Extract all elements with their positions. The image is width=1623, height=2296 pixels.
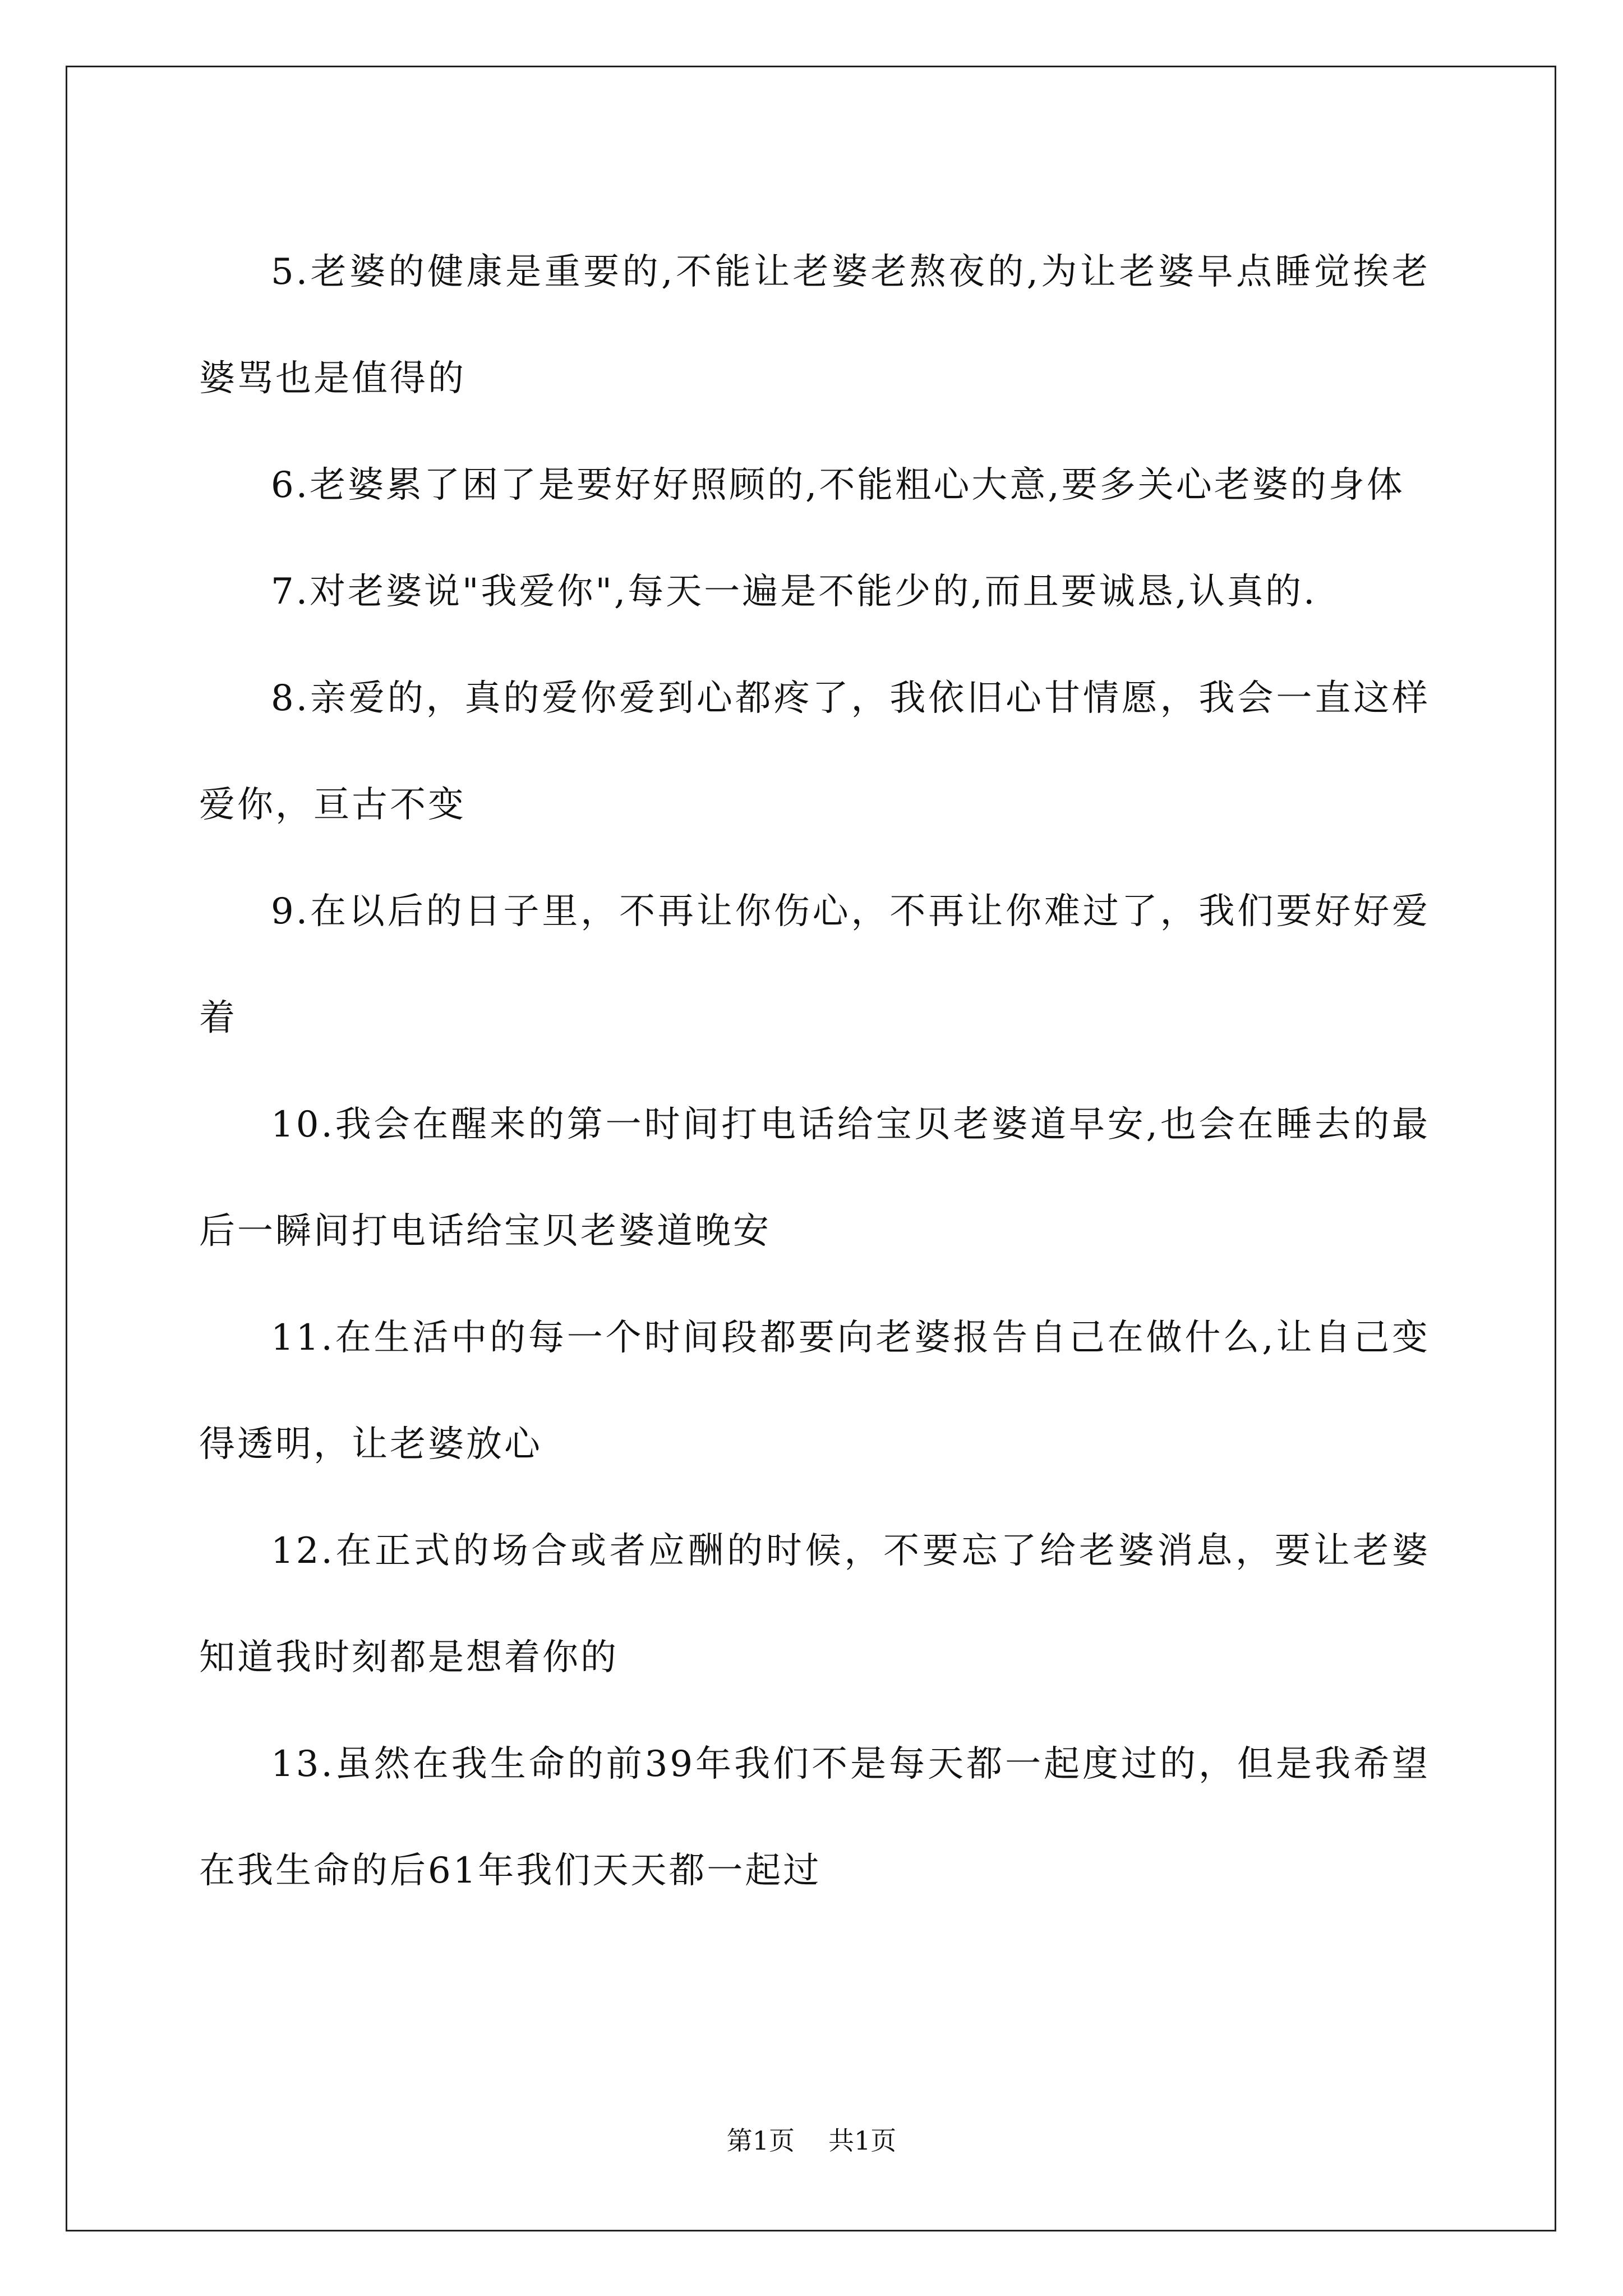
paragraph-9: 9.在以后的日子里，不再让你伤心，不再让你难过了，我们要好好爱着 [199, 891, 1430, 1039]
paragraph-10: 10.我会在醒来的第一时间打电话给宝贝老婆道早安,也会在睡去的最后一瞬间打电话给宝贝老婆道晚安 [199, 1104, 1430, 1252]
paragraph-13: 13.虽然在我生命的前39年我们不是每天都一起度过的，但是我希望在我生命的后61年我们天天都一起过 [199, 1743, 1430, 1892]
page-footer [0, 2124, 1623, 2157]
paragraph-5: 5.老婆的健康是重要的,不能让老婆老熬夜的,为让老婆早点睡觉挨老婆骂也是值得的 [199, 251, 1430, 399]
paragraph-11: 11.在生活中的每一个时间段都要向老婆报告自己在做什么,让自己变得透明，让老婆放心 [199, 1317, 1430, 1465]
page-number: 第1页 [726, 2125, 795, 2156]
paragraph-12: 12.在正式的场合或者应酬的时候，不要忘了给老婆消息，要让老婆知道我时刻都是想着你的 [199, 1530, 1430, 1678]
page-total: 共1页 [828, 2125, 897, 2156]
paragraph-6: 6.老婆累了困了是要好好照顾的,不能粗心大意,要多关心老婆的身体 [271, 464, 1405, 506]
paragraph-8: 8.亲爱的，真的爱你爱到心都疼了，我依旧心甘情愿，我会一直这样爱你，亘古不变 [199, 678, 1430, 826]
document-body [199, 219, 1430, 1924]
paragraph-7: 7.对老婆说"我爱你",每天一遍是不能少的,而且要诚恳,认真的. [271, 571, 1317, 613]
